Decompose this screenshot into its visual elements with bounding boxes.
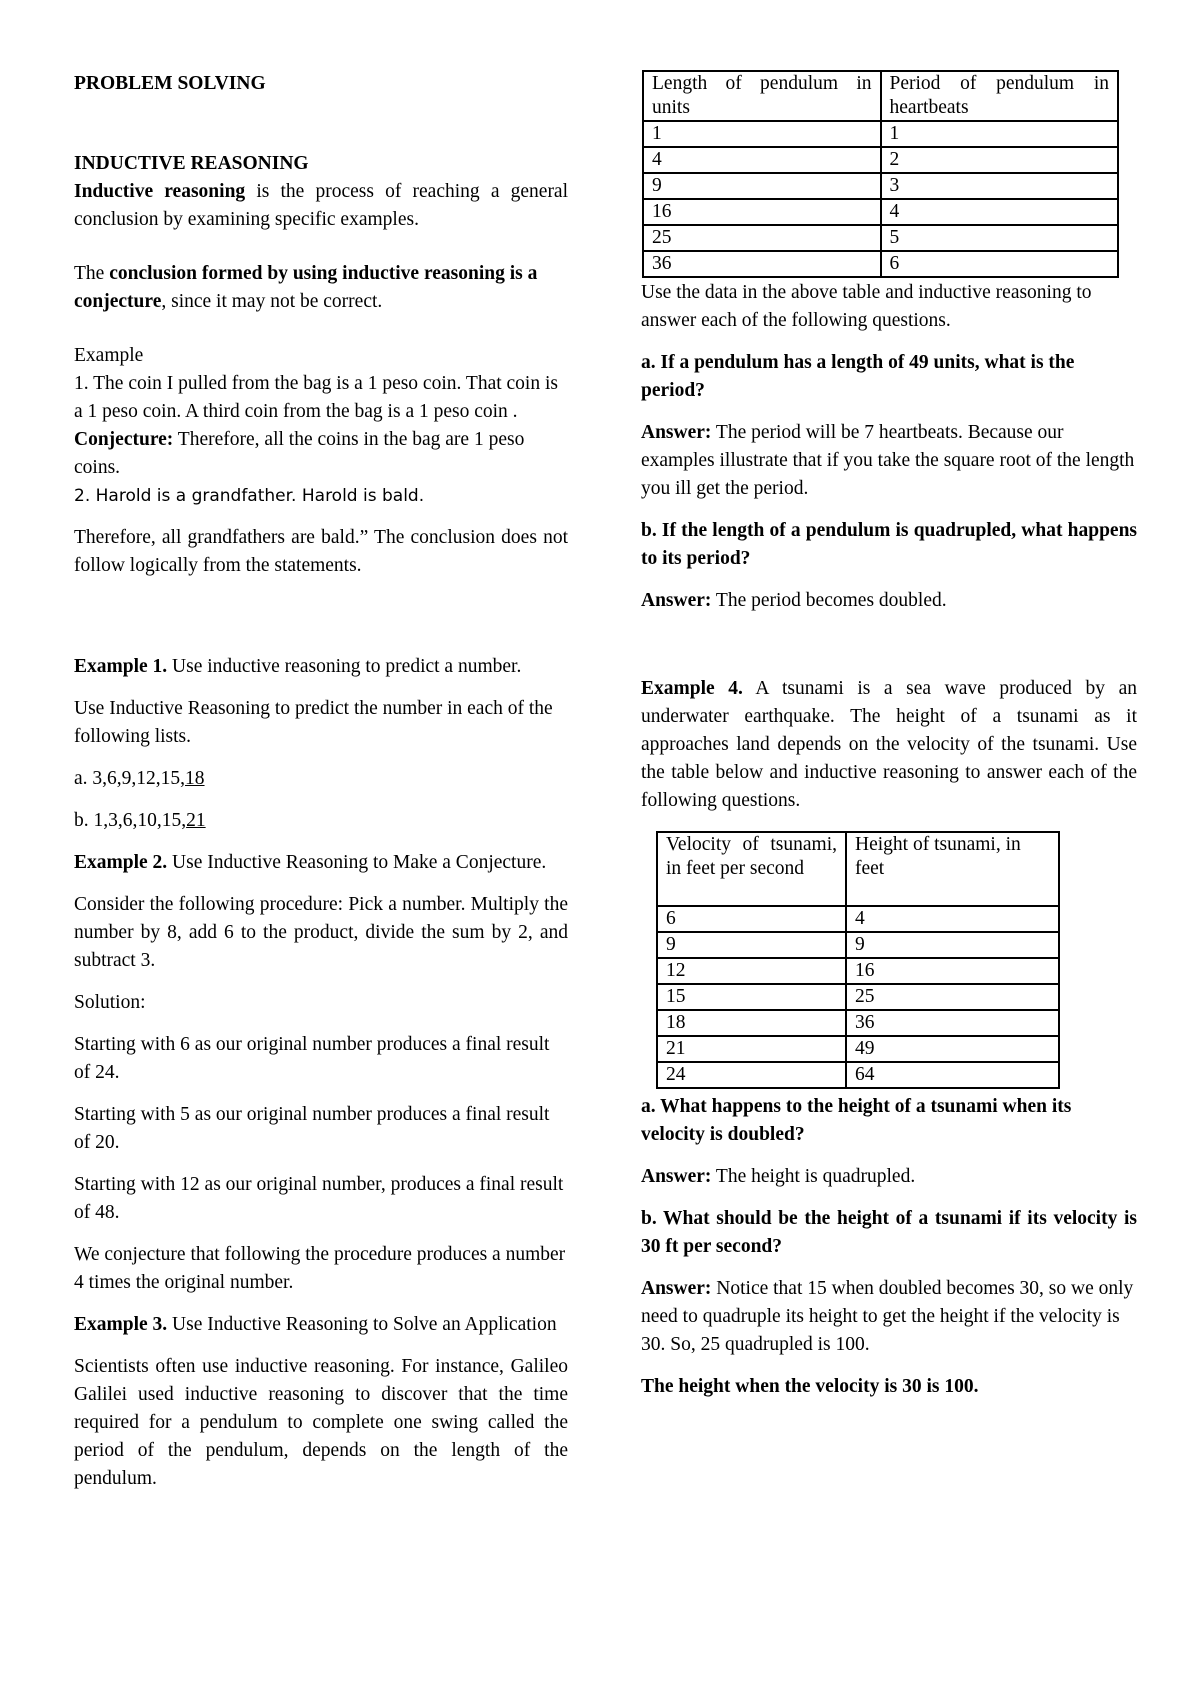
list-a: a. 3,6,9,12,15,18 — [74, 768, 205, 789]
example-1-instruction: Use Inductive Reasoning to predict the number in each of the following lists. — [74, 698, 553, 747]
table-cell: 9 — [657, 932, 846, 958]
table-row — [643, 225, 1118, 251]
answer-b: Answer: The period becomes doubled. — [641, 590, 947, 611]
solution-step-3: Starting with 12 as our original number, produces a final result of 48. — [74, 1174, 564, 1223]
table-cell: 64 — [846, 1062, 1059, 1088]
solution-conclusion: We conjecture that following the procedure produces a number 4 times the original number. — [74, 1244, 566, 1293]
table-cell: 2 — [881, 147, 1119, 173]
table-cell: 3 — [881, 173, 1119, 199]
table-row — [657, 906, 1059, 932]
table-cell: 25 — [643, 225, 881, 251]
list-b-answer: 21 — [186, 810, 206, 831]
table-header-row — [643, 71, 1118, 121]
table-cell: 49 — [846, 1036, 1059, 1062]
question-a: a. If a pendulum has a length of 49 units, what is the period? — [641, 352, 1075, 401]
table-row — [657, 932, 1059, 958]
pendulum-table — [642, 70, 1119, 278]
table-cell: 15 — [657, 984, 846, 1010]
table-row — [657, 1036, 1059, 1062]
table-row — [643, 199, 1118, 225]
answer-4a: Answer: The height is quadrupled. — [641, 1166, 916, 1187]
table-header-cell: Length of pendulum in units — [643, 71, 881, 121]
table-row — [643, 121, 1118, 147]
left-column — [74, 70, 568, 1493]
table-cell: 4 — [846, 906, 1059, 932]
table-cell: 18 — [657, 1010, 846, 1036]
question-b: b. If the length of a pendulum is quadrupled, what happens to its period? — [641, 520, 1137, 569]
table-cell: 16 — [846, 958, 1059, 984]
table-cell: 36 — [846, 1010, 1059, 1036]
table-row — [657, 958, 1059, 984]
conjecture-continuation: coins. — [74, 457, 121, 478]
question-4a: a. What happens to the height of a tsunami when its velocity is doubled? — [641, 1096, 1072, 1145]
table-header-row — [657, 832, 1059, 906]
table-row — [657, 1062, 1059, 1088]
tsunami-table — [656, 831, 1060, 1089]
example-3-heading: Example 3. Use Inductive Reasoning to Solve an Application — [74, 1314, 557, 1335]
table-row — [643, 147, 1118, 173]
answer-a: Answer: The period will be 7 heartbeats. Because our examples illustrate that if you take the square root of the length you ill get the period. — [641, 422, 1135, 499]
section-heading: INDUCTIVE REASONING — [74, 153, 309, 174]
table-cell: 6 — [881, 251, 1119, 277]
answer-4b: Answer: Notice that 15 when doubled becomes 30, so we only need to quadruple its height to get the height if the velocity is 30. So, 25 quadrupled is 100. — [641, 1278, 1134, 1355]
question-4b: b. What should be the height of a tsunami if its velocity is 30 ft per second? — [641, 1208, 1137, 1257]
therefore-text: Therefore, all grandfathers are bald.” The conclusion does not follow logically from the statements. — [74, 527, 568, 576]
solution-step-2: Starting with 5 as our original number produces a final result of 20. — [74, 1104, 550, 1153]
table-cell: 12 — [657, 958, 846, 984]
table-cell: 16 — [643, 199, 881, 225]
example-coin-text: 1. The coin I pulled from the bag is a 1 peso coin. That coin is a 1 peso coin. A third coin from the bag is a 1 peso coin . — [74, 373, 558, 422]
page-title: PROBLEM SOLVING — [74, 73, 266, 94]
table-cell: 9 — [846, 932, 1059, 958]
example-2-procedure: Consider the following procedure: Pick a number. Multiply the number by 8, add 6 to the product, divide the sum by 2, and subtract 3. — [74, 894, 568, 971]
table-cell: 4 — [881, 199, 1119, 225]
solution-label: Solution: — [74, 992, 146, 1013]
example-1-heading: Example 1. Use inductive reasoning to predict a number. — [74, 656, 522, 677]
definition: Inductive reasoning is the process of reaching a general conclusion by examining specific examples. — [74, 181, 569, 230]
table-row — [657, 984, 1059, 1010]
table-header-cell: Velocity of tsunami, in feet per second — [657, 832, 846, 906]
conjecture-line: Conjecture: Therefore, all the coins in the bag are 1 peso — [74, 429, 525, 450]
table-cell: 6 — [657, 906, 846, 932]
table-header-cell: Height of tsunami, in feet — [846, 832, 1059, 906]
list-b: b. 1,3,6,10,15,21 — [74, 810, 206, 831]
table-cell: 36 — [643, 251, 881, 277]
table-row — [657, 1010, 1059, 1036]
table-cell: 5 — [881, 225, 1119, 251]
example-harold-text: 2. Harold is a grandfather. Harold is bald. — [74, 486, 425, 506]
table-cell: 25 — [846, 984, 1059, 1010]
example-4-heading: Example 4. A tsunami is a sea wave produced by an underwater earthquake. The height of a tsunami as it approaches land depends on the velocity of the tsunami. Use the table below and inductive reasoning to answer each of the following questions. — [641, 678, 1138, 811]
table-cell: 4 — [643, 147, 881, 173]
table-cell: 1 — [881, 121, 1119, 147]
solution-step-1: Starting with 6 as our original number produces a final result of 24. — [74, 1034, 550, 1083]
table-header-cell: Period of pendulum in heartbeats — [881, 71, 1119, 121]
example-2-heading: Example 2. Use Inductive Reasoning to Make a Conjecture. — [74, 852, 547, 873]
example-label: Example — [74, 345, 144, 366]
table-row — [643, 251, 1118, 277]
table-cell: 1 — [643, 121, 881, 147]
table-row — [643, 173, 1118, 199]
table-cell: 21 — [657, 1036, 846, 1062]
table-cell: 9 — [643, 173, 881, 199]
list-a-answer: 18 — [185, 768, 205, 789]
conjecture-definition: The conclusion formed by using inductive reasoning is a conjecture, since it may not be correct. — [74, 263, 538, 312]
final-statement: The height when the velocity is 30 is 100. — [641, 1376, 979, 1397]
example-3-body: Scientists often use inductive reasoning. For instance, Galileo Galilei used inductive reasoning to discover that the time required for a pendulum to complete one swing called the period of the pendulum, depends on the length of the pendulum. — [74, 1356, 568, 1489]
right-column — [641, 70, 1137, 1401]
table-instruction: Use the data in the above table and inductive reasoning to answer each of the following questions. — [641, 282, 1092, 331]
definition-term: Inductive reasoning — [74, 181, 246, 202]
table-cell: 24 — [657, 1062, 846, 1088]
